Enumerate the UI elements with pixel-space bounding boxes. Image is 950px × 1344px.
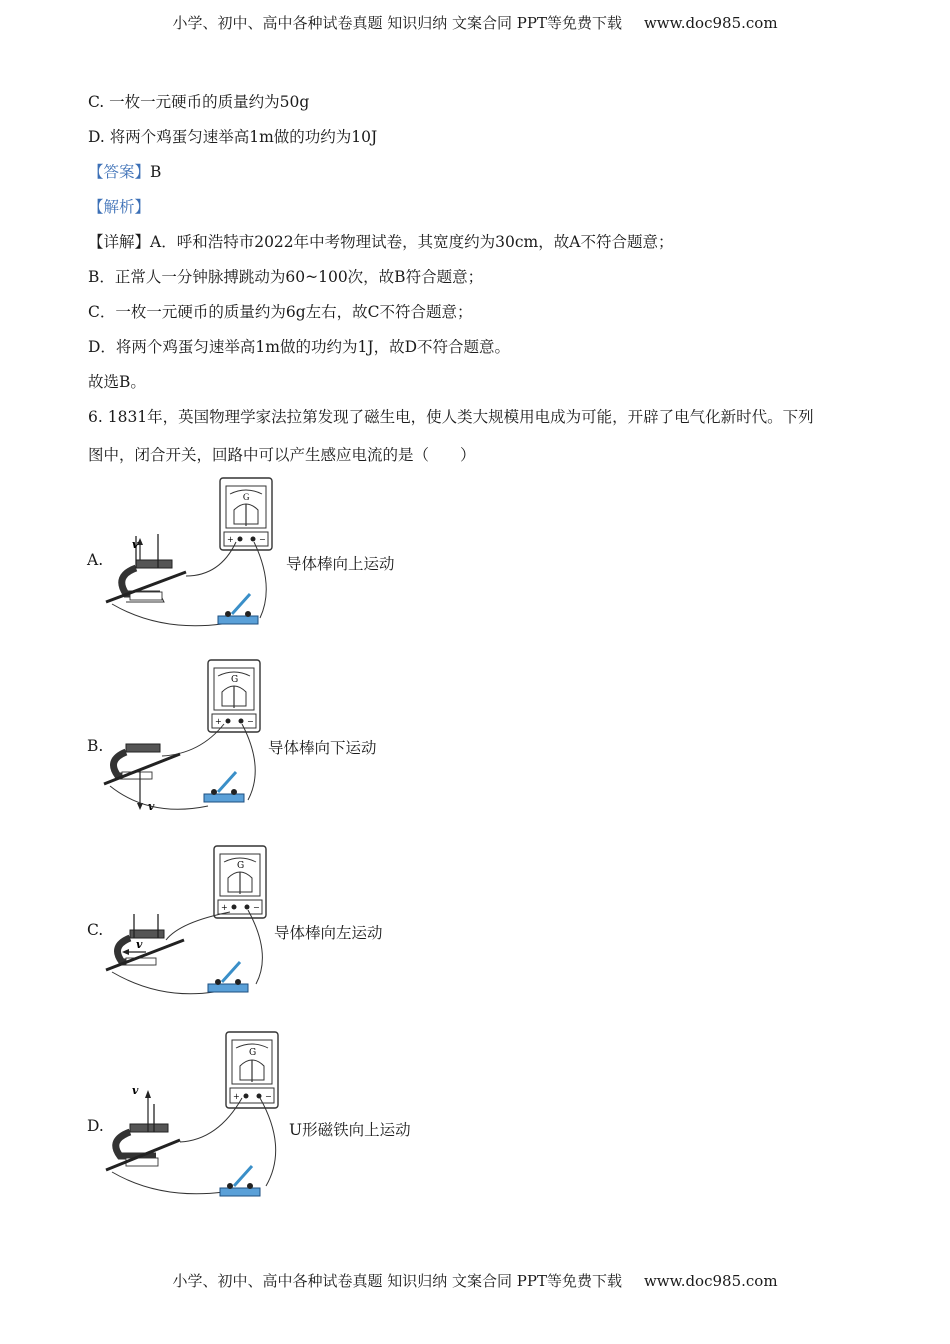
galvanometer-label: G (243, 492, 250, 502)
switch-icon (218, 594, 258, 624)
velocity-label: v (132, 538, 139, 551)
plus-terminal-label: + (221, 903, 228, 912)
page-header (0, 12, 950, 33)
header-text: 小学、初中、高中各种试卷真题 知识归纳 文案合同 PPT等免费下载 (172, 14, 622, 32)
galvanometer-icon (226, 1032, 278, 1108)
header-url: www.doc985.com (643, 14, 778, 32)
switch-icon (220, 1166, 260, 1196)
option-c-letter: C. (87, 921, 104, 939)
detail-line-a (88, 230, 673, 252)
option-c-caption: 导体棒向左运动 (274, 924, 383, 942)
detail-tag: 【详解】 (88, 233, 151, 251)
option-c-text: C. 一枚一元硬币的质量约为50g (88, 93, 310, 111)
footer-text: 小学、初中、高中各种试卷真题 知识归纳 文案合同 PPT等免费下载 (172, 1272, 622, 1290)
option-a-letter: A. (87, 551, 104, 569)
option-b-figure (100, 658, 270, 818)
option-d-text: D. 将两个鸡蛋匀速举高1m做的功约为10J (88, 128, 378, 146)
u-magnet-icon (114, 744, 161, 779)
galvanometer-icon (208, 660, 260, 732)
galvanometer-label: G (237, 861, 245, 871)
option-a-caption: 导体棒向上运动 (286, 555, 395, 573)
minus-terminal-label: − (247, 717, 254, 726)
detail-line-d: D．将两个鸡蛋匀速举高1m做的功约为1J，故D不符合题意。 (88, 338, 510, 356)
switch-icon (208, 962, 248, 992)
minus-terminal-label: − (259, 535, 266, 544)
plus-terminal-label: + (233, 1092, 240, 1101)
page-footer (0, 1270, 950, 1291)
answer-tag: 【答案】 (88, 163, 151, 181)
answer-line (88, 160, 161, 182)
velocity-label: v (132, 1084, 139, 1097)
question-6-line2: 图中，闭合开关，回路中可以产生感应电流的是（ ） (88, 446, 476, 464)
option-b-letter: B. (87, 737, 104, 755)
option-d-letter: D. (87, 1117, 104, 1135)
galvanometer-icon (220, 478, 272, 550)
option-b-caption: 导体棒向下运动 (268, 739, 377, 757)
question-6-line1: 6. 1831年，英国物理学家法拉第发现了磁生电，使人类大规模用电成为可能，开辟了电气化新时代。下列 (88, 408, 814, 426)
footer-url: www.doc985.com (643, 1272, 778, 1290)
galvanometer-icon (214, 846, 266, 918)
detail-line-c: C．一枚一元硬币的质量约为6g左右，故C不符合题意； (88, 303, 473, 321)
velocity-label: v (136, 938, 143, 951)
velocity-label: v (148, 800, 155, 813)
galvanometer-label: G (249, 1048, 257, 1058)
detail-line-b: B．正常人一分钟脉搏跳动为60~100次，故B符合题意； (88, 268, 484, 286)
plus-terminal-label: + (215, 717, 222, 726)
minus-terminal-label: − (265, 1092, 272, 1101)
answer-value: B (150, 163, 162, 181)
option-c-figure (100, 842, 275, 1002)
option-a-figure (100, 476, 280, 636)
option-d-figure (100, 1028, 285, 1203)
plus-terminal-label: + (227, 535, 234, 544)
galvanometer-label: G (231, 675, 239, 685)
option-d-caption: U形磁铁向上运动 (289, 1121, 411, 1139)
detail-a-text: A．呼和浩特市2022年中考物理试卷，其宽度约为30cm，故A不符合题意； (150, 233, 674, 251)
switch-icon (204, 772, 244, 802)
analysis-tag: 【解析】 (88, 198, 151, 216)
conclusion: 故选B。 (88, 373, 146, 391)
minus-terminal-label: − (253, 903, 260, 912)
